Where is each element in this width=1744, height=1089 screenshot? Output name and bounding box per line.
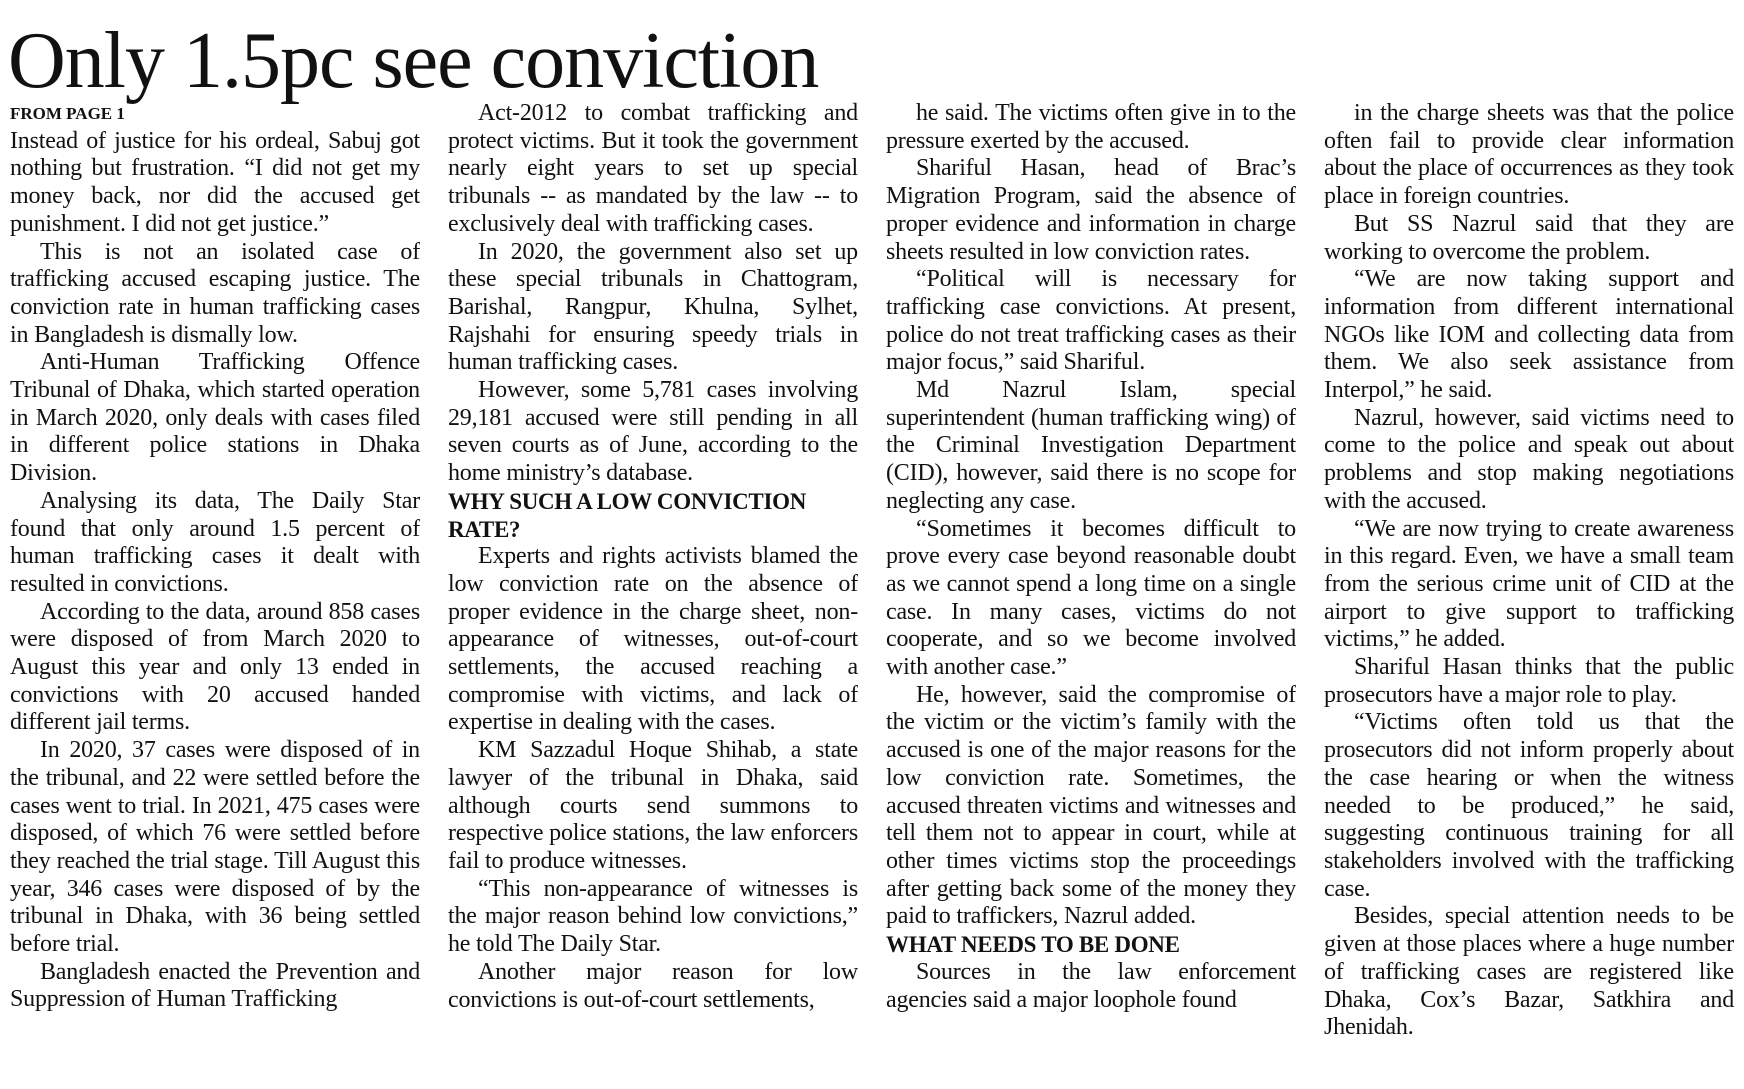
paragraph: He, however, said the compromise of the victim or the victim’s family with the accused is one of the major reasons for the low conviction rate. Sometimes, the accused threaten victims and witnesses and tell them not to appear in court, while at other times victims stop the proceedings after getting back some of the money they paid to traffickers, Nazrul added. bbox=[886, 681, 1296, 930]
paragraph: But SS Nazrul said that they are working to overcome the problem. bbox=[1324, 210, 1734, 265]
paragraph: Shariful Hasan, head of Brac’s Migration Program, said the absence of proper evidence and information in charge sheets resulted in low conviction rates. bbox=[886, 155, 1296, 265]
paragraph: Anti-Human Trafficking Offence Tribunal of Dhaka, which started operation in March 2020, only deals with cases filed in different police stations in Dhaka Division. bbox=[10, 349, 420, 487]
paragraph: in the charge sheets was that the police often fail to provide clear information about the place of occurrences as they took place in foreign countries. bbox=[1324, 100, 1734, 210]
paragraph: In 2020, 37 cases were disposed of in the tribunal, and 22 were settled before the cases went to trial. In 2021, 475 cases were disposed, of which 76 were settled before they reached the trial stage. Till August this year, 346 cases were disposed of by the tribunal in Dhaka, with 36 being settled before trial. bbox=[10, 737, 420, 958]
paragraph: According to the data, around 858 cases were disposed of from March 2020 to August this year and only 13 ended in convictions with 20 accused handed different jail terms. bbox=[10, 598, 420, 736]
section-subhead: WHAT NEEDS TO BE DONE bbox=[886, 932, 1180, 958]
paragraph: “Sometimes it becomes difficult to prove every case beyond reasonable doubt as we cannot spend a long time on a single case. In many cases, victims do not cooperate, and so we become involved with another case.” bbox=[886, 515, 1296, 681]
paragraph: Instead of justice for his ordeal, Sabuj got nothing but frustration. “I did not get my money back, nor did the accused get punishment. I did not get justice.” bbox=[10, 127, 420, 237]
paragraph: In 2020, the government also set up these special tribunals in Chattogram, Barishal, Rangpur, Khulna, Sylhet, Rajshahi for ensuring speedy trials in human trafficking cases. bbox=[448, 238, 858, 376]
paragraph: Shariful Hasan thinks that the public prosecutors have a major role to play. bbox=[1324, 654, 1734, 708]
paragraph: This is not an isolated case of trafficking accused escaping justice. The conviction rate in human trafficking cases in Bangladesh is dismally low. bbox=[10, 238, 420, 348]
paragraph: he said. The victims often give in to the pressure exerted by the accused. bbox=[886, 100, 1296, 154]
paragraph: “We are now trying to create awareness in this regard. Even, we have a small team from the serious crime unit of CID at the airport to give support to trafficking victims,” he added. bbox=[1324, 515, 1734, 653]
paragraph: Bangladesh enacted the Prevention and Suppression of Human Trafficking bbox=[10, 958, 420, 1013]
column-2 bbox=[448, 100, 858, 1085]
paragraph: “We are now taking support and information from different international NGOs like IOM and collecting data from them. We also seek assistance from Interpol,” he said. bbox=[1324, 266, 1734, 404]
paragraph: Nazrul, however, said victims need to come to the police and speak out about problems and stop making negotiations with the accused. bbox=[1324, 404, 1734, 514]
headline: Only 1.5pc see conviction bbox=[8, 17, 819, 105]
paragraph: KM Sazzadul Hoque Shihab, a state lawyer of the tribunal in Dhaka, said although courts send summons to respective police stations, the law enforcers fail to produce witnesses. bbox=[448, 737, 858, 874]
paragraph: Analysing its data, The Daily Star found that only around 1.5 percent of human trafficking cases it dealt with resulted in convictions. bbox=[10, 487, 420, 597]
paragraph: Md Nazrul Islam, special superintendent (human trafficking wing) of the Criminal Investigation Department (CID), however, said there is no scope for neglecting any case. bbox=[886, 377, 1296, 514]
column-1 bbox=[10, 100, 420, 1085]
paragraph: “Political will is necessary for trafficking case convictions. At present, police do not treat trafficking cases as their major focus,” said Shariful. bbox=[886, 266, 1296, 376]
section-subhead: WHY SUCH A LOW CONVICTION RATE? bbox=[448, 488, 807, 542]
paragraph: Besides, special attention needs to be given at those places where a huge number of trafficking cases are registered like Dhaka, Cox’s Bazar, Satkhira and Jhenidah. bbox=[1324, 903, 1734, 1041]
kicker: FROM PAGE 1 bbox=[10, 104, 125, 123]
paragraph: However, some 5,781 cases involving 29,181 accused were still pending in all seven courts as of June, according to the home ministry’s database. bbox=[448, 377, 858, 487]
paragraph: “Victims often told us that the prosecutors did not inform properly about the case hearing or when the witness needed to be produced,” he said, suggesting continuous training for all stakeholders involved with the trafficking case. bbox=[1324, 709, 1734, 902]
paragraph: Another major reason for low convictions is out-of-court settlements, bbox=[448, 958, 858, 1013]
paragraph: “This non-appearance of witnesses is the major reason behind low convictions,” he told The Daily Star. bbox=[448, 875, 858, 958]
paragraph: Experts and rights activists blamed the low conviction rate on the absence of proper evidence in the charge sheet, non-appearance of witnesses, out-of-court settlements, the accused reaching a compromise with victims, and lack of expertise in dealing with the cases. bbox=[448, 543, 858, 736]
paragraph: Sources in the law enforcement agencies said a major loophole found bbox=[886, 958, 1296, 1013]
column-3 bbox=[886, 100, 1296, 1085]
column-4 bbox=[1324, 100, 1734, 1085]
paragraph: Act-2012 to combat trafficking and protect victims. But it took the government nearly eight years to set up special tribunals -- as mandated by the law -- to exclusively deal with trafficking cases. bbox=[448, 100, 858, 237]
